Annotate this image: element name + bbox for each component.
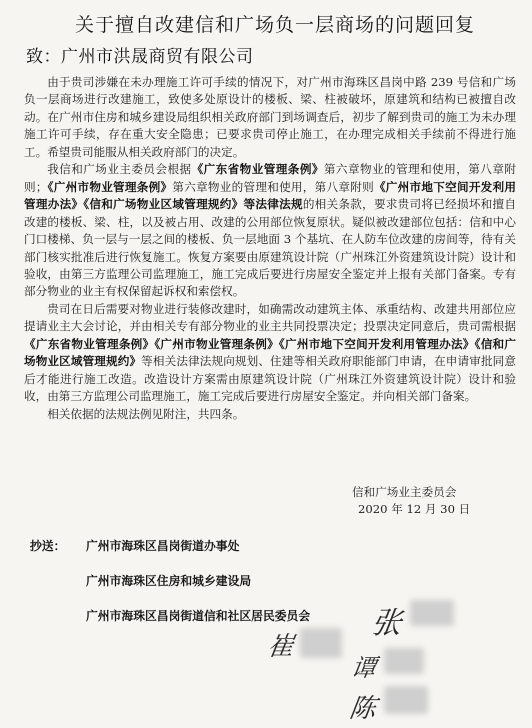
paragraph-3-text: 贵司在日后需要对物业进行装修改建时，如确需改动建筑主体、承重结构、改建共用部位应提请业主大会讨论，并由相关专有部分物业的业主共同投票决定；投票决定同意后，贵司需根据 xyxy=(24,301,516,334)
signature-block xyxy=(348,484,528,518)
paragraph-4: 相关依据的法规法例见附注，共四条。 xyxy=(47,406,245,421)
handwritten-signature: 崔 xyxy=(265,632,296,662)
cc-recipient: 广州市海珠区住房和城乡建设局 xyxy=(86,574,252,588)
handwritten-signature: 谭 xyxy=(349,654,378,682)
regulation-reference: 《广州市物业管理条例》 xyxy=(47,179,173,194)
paragraph-2-text: 第六章物业的管理和使用，第八章附则； xyxy=(24,162,516,194)
cc-recipient: 广州市海珠区昌岗街道信和社区居民委员会 xyxy=(86,609,311,623)
paragraph-2-text: 我信和广场业主委员会根据 xyxy=(47,162,192,177)
handwritten-signature: 张 xyxy=(369,606,404,641)
regulation-reference: 《广东省物业管理条例》 xyxy=(191,162,324,177)
regulation-reference: 《广州市地下空间开发利用管理办法》《信和广场物业区域管理规约》等法律法规 xyxy=(24,179,516,212)
cc-label: 抄送： xyxy=(30,539,66,553)
signature-organization: 信和广场业主委员会 xyxy=(352,485,457,499)
paragraph-3-text: 等相关法律法规向规划、住建等相关政府职能部门申请，在申请审批同意后才能进行施工改造。改造设计方案需由原建筑设计院（广州珠江外资建筑设计院）设计和验收，由第三方监理公司监理施工，施工完成后要进行房屋安全鉴定。并向相关部门备案。 xyxy=(24,354,516,404)
paragraph-2 xyxy=(24,161,516,301)
paragraph-2-text: 的相关条款，要求贵司将已经损坏和擅自改建的楼板、梁、柱，以及被占用、改建的公用部位恢复原状。疑似被改建部位包括：信和中心门口楼梯、负一层与一层之间的楼板、负一层地面 3 个基坑、在人防车位改建的房间等，待有关部门核实批准后进行恢复施工。恢复方案要由原建筑设计院（广州珠江外资建筑设计院）设计和验收，由第三方监理公司监理施工，施工完成后要进行房屋安全鉴定并上报有关部门备案。专有部分物业的业主有权保留起诉权和索偿权。 xyxy=(24,197,516,299)
paragraph-1: 由于贵司涉嫌在未办理施工许可手续的情况下，对广州市海珠区昌岗中路 239 号信和广场负一层商场进行改建施工，致使多处原设计的楼板、梁、柱被破坏，原建筑和结构已被擅自改动。在广州市住房和城乡建设局组织相关政府部门到场调查后，初步了解到贵司的施工为未办理施工许可手续，存在重大安全隐患；已要求贵司停止施工，在办理完成相关手续前不得进行施工。希望贵司能服从相关政府部门的决定。 xyxy=(24,75,516,159)
handwritten-signature: 陈 xyxy=(347,694,378,724)
redaction-blur xyxy=(384,648,424,674)
redaction-blur xyxy=(300,628,342,658)
document-body xyxy=(24,74,516,423)
redaction-blur xyxy=(410,600,454,626)
redaction-blur xyxy=(384,686,428,714)
paragraph-2-text: 第六章物业的管理和使用，第八章附则 xyxy=(172,179,374,194)
regulation-reference: 《广东省物业管理条例》《广州市物业管理条例》《广州市地下空间开发利用管理办法》《信和广场物业区域管理规约》 xyxy=(24,336,516,369)
document-title: 关于擅自改建信和广场负一层商场的问题回复 xyxy=(74,14,475,36)
recipient-line: 致：广州市洪晟商贸有限公司 xyxy=(26,47,254,67)
signature-date: 2020 年 12 月 30 日 xyxy=(358,502,471,516)
cc-recipient: 广州市海珠区昌岗街道办事处 xyxy=(86,539,240,553)
paragraph-3 xyxy=(24,301,516,406)
